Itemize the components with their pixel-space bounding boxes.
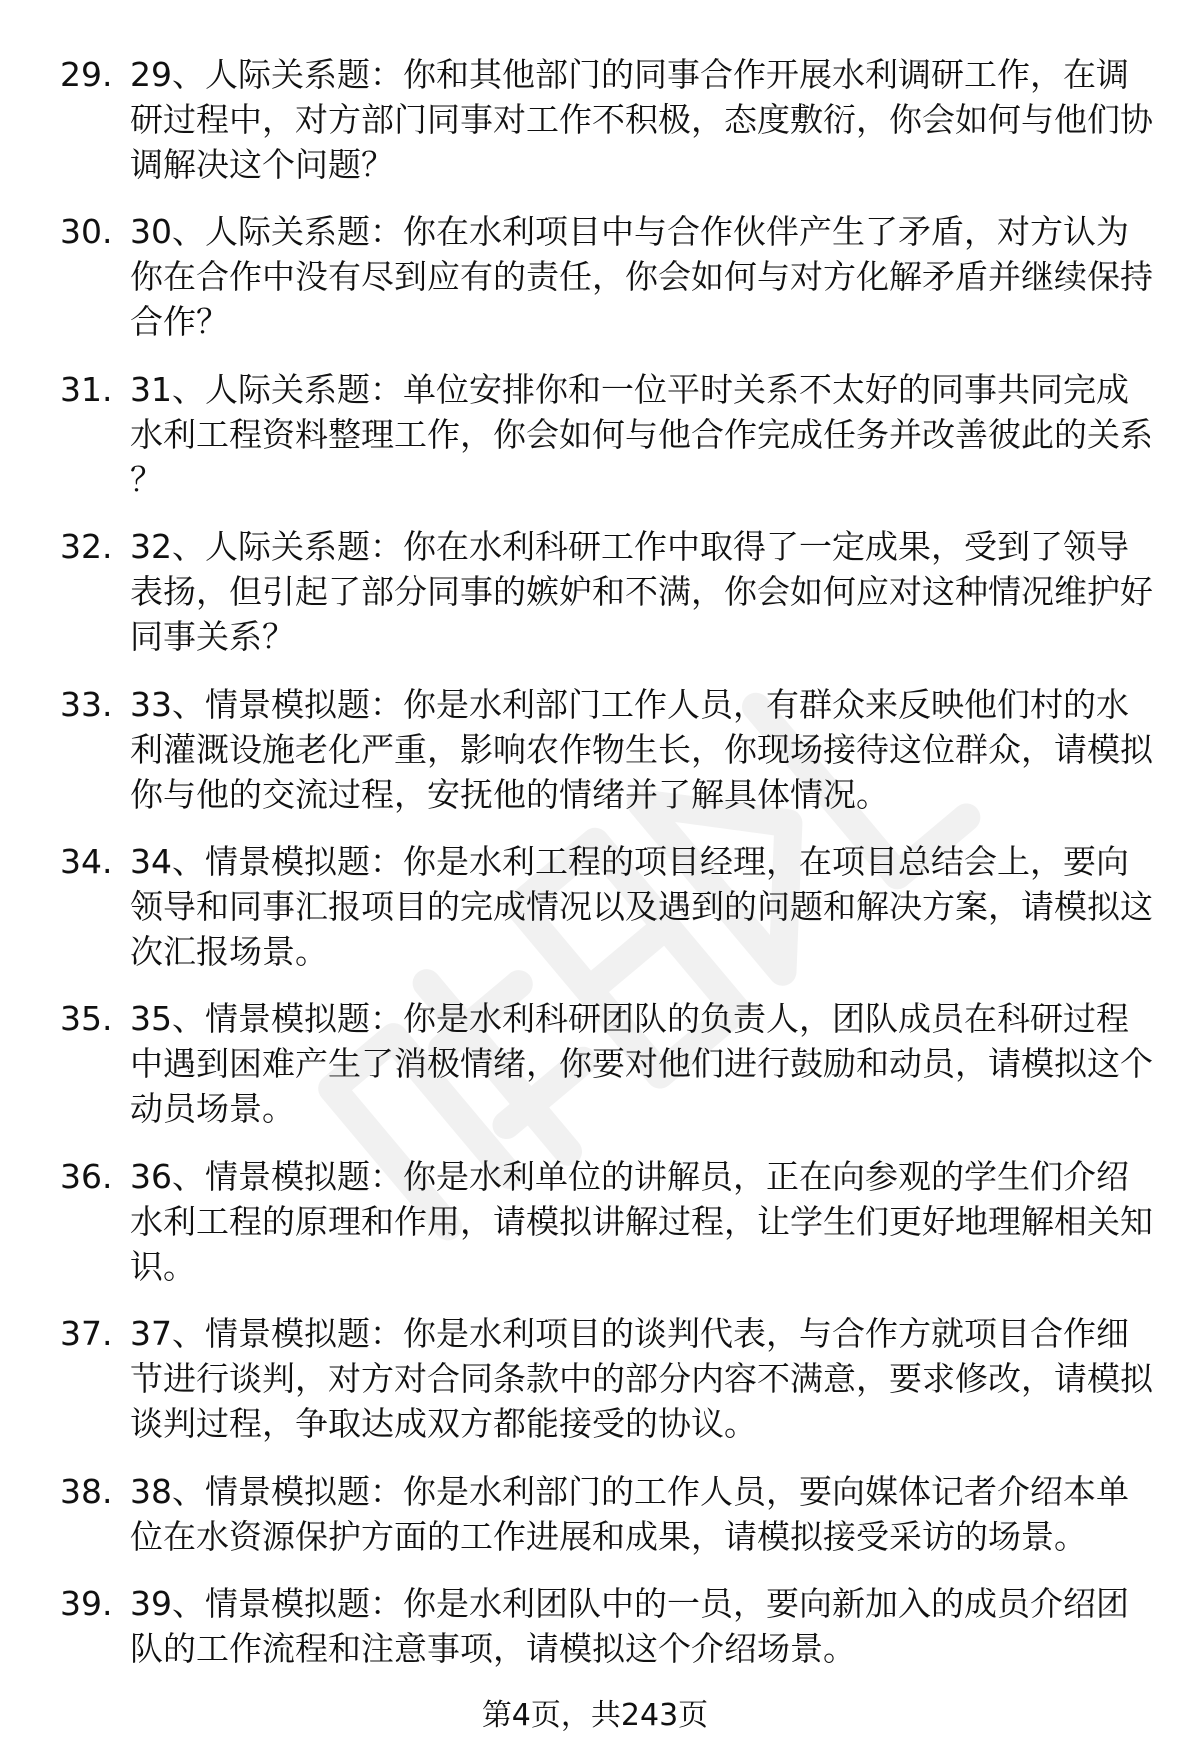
question-item [60, 52, 1155, 187]
question-item [60, 1469, 1155, 1559]
question-number: 38. [60, 1471, 113, 1511]
question-number: 32. [60, 527, 113, 567]
question-item [60, 367, 1155, 502]
question-item [60, 996, 1155, 1131]
question-text: 35、情景模拟题：你是水利科研团队的负责人，团队成员在科研过程中遇到困难产生了消极情绪，你要对他们进行鼓励和动员，请模拟这个动员场景。 [130, 999, 1153, 1129]
question-text: 36、情景模拟题：你是水利单位的讲解员，正在向参观的学生们介绍水利工程的原理和作用，请模拟讲解过程，让学生们更好地理解相关知识。 [130, 1156, 1153, 1286]
question-text: 37、情景模拟题：你是水利项目的谈判代表，与合作方就项目合作细节进行谈判，对方对合同条款中的部分内容不满意，要求修改，请模拟谈判过程，争取达成双方都能接受的协议。 [130, 1314, 1153, 1444]
question-number: 35. [60, 999, 113, 1039]
question-number: 37. [60, 1314, 113, 1354]
question-item [60, 1154, 1155, 1289]
question-number: 30. [60, 212, 113, 252]
question-number: 39. [60, 1583, 113, 1623]
question-number: 31. [60, 369, 113, 409]
question-item [60, 524, 1155, 659]
question-item [60, 839, 1155, 974]
question-text: 39、情景模拟题：你是水利团队中的一员，要向新加入的成员介绍团队的工作流程和注意事项，请模拟这个介绍场景。 [130, 1583, 1129, 1668]
question-text: 32、人际关系题：你在水利科研工作中取得了一定成果，受到了领导表扬，但引起了部分同事的嫉妒和不满，你会如何应对这种情况维护好同事关系？ [130, 527, 1153, 657]
question-number: 36. [60, 1156, 113, 1196]
question-text: 31、人际关系题：单位安排你和一位平时关系不太好的同事共同完成水利工程资料整理工作，你会如何与他合作完成任务并改善彼此的关系？ [130, 369, 1153, 499]
question-number: 29. [60, 55, 113, 94]
question-text: 33、情景模拟题：你是水利部门工作人员，有群众来反映他们村的水利灌溉设施老化严重，影响农作物生长，你现场接待这位群众，请模拟你与他的交流过程，安抚他的情绪并了解具体情况。 [130, 684, 1153, 814]
question-text: 38、情景模拟题：你是水利部门的工作人员，要向媒体记者介绍本单位在水资源保护方面的工作进展和成果，请模拟接受采访的场景。 [130, 1471, 1129, 1556]
question-text: 29、人际关系题：你和其他部门的同事合作开展水利调研工作，在调研过程中，对方部门同事对工作不积极，态度敷衍，你会如何与他们协调解决这个问题？ [130, 55, 1153, 184]
question-item [60, 682, 1155, 817]
question-text: 34、情景模拟题：你是水利工程的项目经理，在项目总结会上，要向领导和同事汇报项目的完成情况以及遇到的问题和解决方案，请模拟这次汇报场景。 [130, 841, 1153, 971]
question-item [60, 209, 1155, 344]
question-item [60, 1581, 1155, 1671]
page-number-label: 第4页，共243页 [481, 1698, 709, 1733]
question-number: 33. [60, 684, 113, 724]
question-text: 30、人际关系题：你在水利项目中与合作伙伴产生了矛盾，对方认为你在合作中没有尽到应有的责任，你会如何与对方化解矛盾并继续保持合作？ [130, 212, 1153, 342]
question-item [60, 1311, 1155, 1446]
question-number: 34. [60, 841, 113, 881]
page-footer [0, 1696, 1190, 1736]
question-list [60, 52, 1155, 1693]
